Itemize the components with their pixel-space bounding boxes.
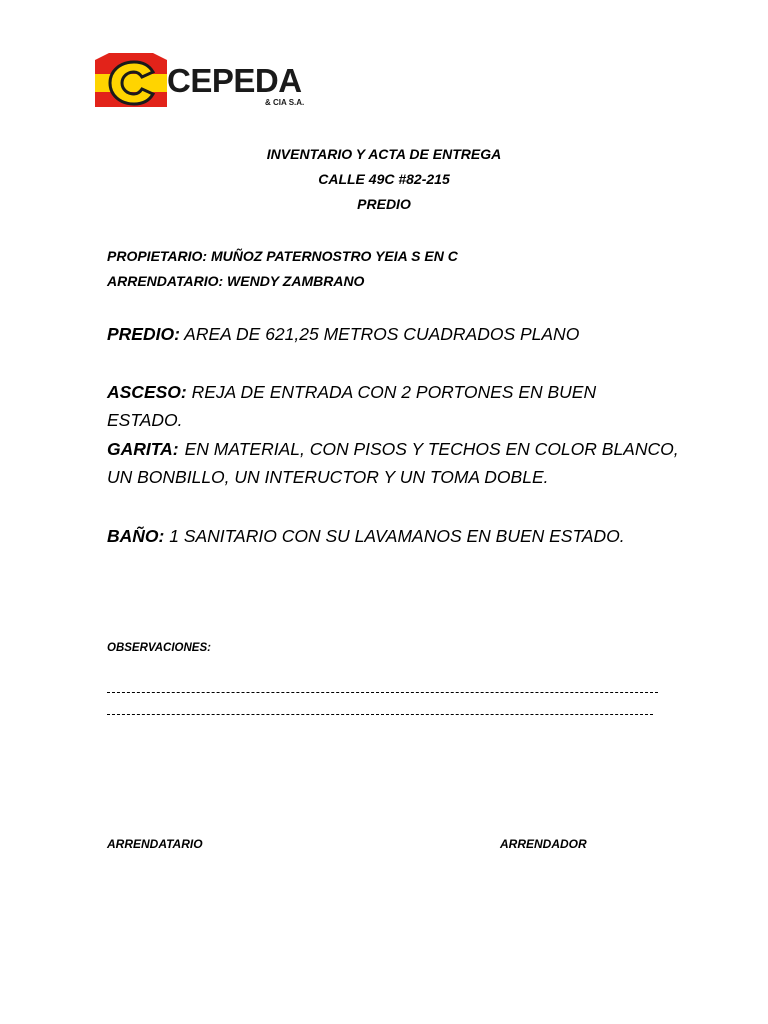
item-asceso-text: REJA DE ENTRADA CON 2 PORTONES EN BUEN ESTADO. xyxy=(107,382,597,430)
property-type-line: PREDIO xyxy=(357,196,411,212)
item-asceso xyxy=(107,378,658,434)
item-predio-label: PREDIO: xyxy=(107,324,180,344)
propietario-line xyxy=(107,248,458,264)
arrendatario-label: ARRENDATARIO xyxy=(107,273,219,289)
item-predio-text: AREA DE 621,25 METROS CUADRADOS PLANO xyxy=(179,324,580,344)
observaciones-line-2 xyxy=(107,714,653,715)
signature-arrendatario: ARRENDATARIO xyxy=(107,837,203,851)
observaciones-line-1 xyxy=(107,692,658,693)
item-garita-text: EN MATERIAL, CON PISOS Y TECHOS EN COLOR BLANCO, xyxy=(184,439,679,459)
item-bano-label: BAÑO: xyxy=(107,526,165,546)
company-logo xyxy=(95,50,335,110)
cepeda-logo-icon xyxy=(95,50,167,108)
observaciones-label: OBSERVACIONES: xyxy=(107,642,211,654)
arrendatario-line xyxy=(107,273,364,289)
propietario-label: PROPIETARIO xyxy=(107,248,203,264)
propietario-value: : MUÑOZ PATERNOSTRO YEIA S EN C xyxy=(202,248,458,264)
item-asceso-label: ASCESO: xyxy=(107,382,187,402)
item-bano-text: 1 SANITARIO CON SU LAVAMANOS EN BUEN ESTADO. xyxy=(164,526,625,546)
item-predio xyxy=(107,320,658,348)
item-bano xyxy=(107,522,658,550)
arrendatario-value: : WENDY ZAMBRANO xyxy=(218,273,365,289)
logo-wordmark: CEPEDA xyxy=(167,62,302,99)
logo-subtitle: & CIA S.A. xyxy=(265,98,305,107)
item-garita-text-2: UN BONBILLO, UN INTERUCTOR Y UN TOMA DOBLE. xyxy=(107,467,549,487)
document-title: INVENTARIO Y ACTA DE ENTREGA xyxy=(266,146,502,162)
signature-arrendador: ARRENDADOR xyxy=(500,837,587,851)
item-garita xyxy=(107,435,679,491)
item-garita-label: GARITA: xyxy=(107,439,179,459)
address-line: CALLE 49C #82-215 xyxy=(318,171,450,187)
